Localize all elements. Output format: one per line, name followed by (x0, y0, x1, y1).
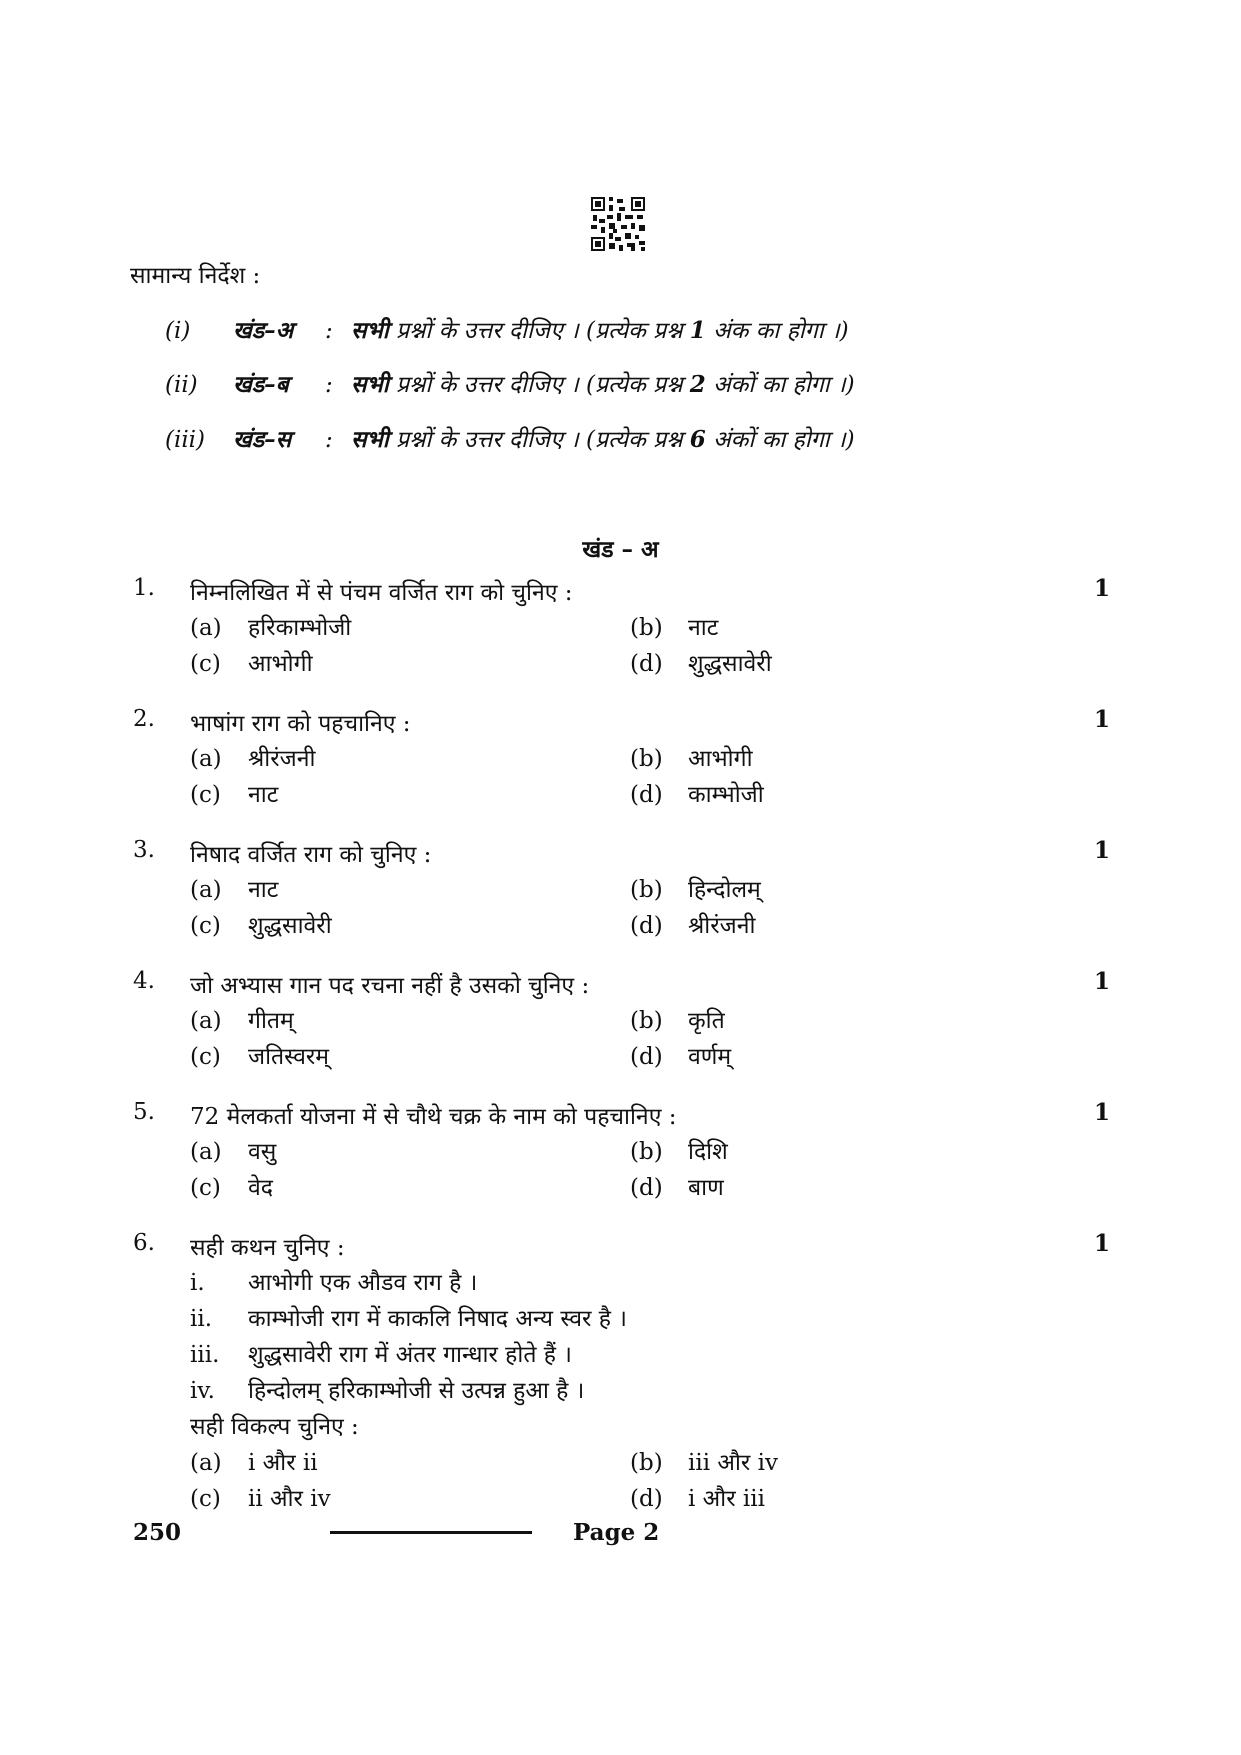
option-text: वसु (248, 1139, 277, 1165)
option-label: (b) (630, 1139, 663, 1165)
question-number: 3. (133, 837, 155, 863)
option-text: हिन्दोलम् (688, 877, 761, 903)
question-text: निषाद वर्जित राग को चुनिए : (190, 842, 432, 868)
option-label: (b) (630, 1450, 663, 1476)
option-text: बाण (688, 1175, 724, 1201)
instruction-lead: सभी (351, 371, 389, 398)
option-label: (d) (630, 1044, 663, 1070)
instruction-tail: अंक का होगा ।) (713, 318, 849, 344)
option-label: (b) (630, 615, 663, 641)
instruction-section: खंड–अ (233, 317, 294, 344)
qr-code (591, 197, 645, 251)
option-label: (a) (190, 877, 222, 903)
option-text: कृति (688, 1008, 725, 1034)
statement-label: iii. (190, 1342, 220, 1368)
question-text: भाषांग राग को पहचानिए : (190, 711, 411, 737)
option-text: iii और iv (688, 1450, 778, 1476)
option-label: (c) (190, 913, 221, 939)
option-text: शुद्धसावेरी (688, 651, 772, 677)
option-a (190, 1134, 276, 1166)
option-c (190, 646, 313, 678)
option-c (190, 777, 278, 809)
option-d (630, 777, 764, 809)
option-c (190, 1170, 273, 1202)
instruction-colon: : (325, 318, 333, 344)
question-number: 5. (133, 1099, 155, 1125)
option-label: (c) (190, 1175, 221, 1201)
question-number: 4. (133, 968, 155, 994)
instruction-marks: 2 (689, 371, 706, 398)
question-number: 2. (133, 706, 155, 732)
option-text: ii और iv (248, 1486, 331, 1512)
option-text: नाट (248, 782, 279, 808)
instruction-marks: 1 (689, 317, 706, 344)
option-c (190, 1039, 329, 1071)
question-text: निम्नलिखित में से पंचम वर्जित राग को चुनिए : (190, 580, 573, 606)
section-a-heading: खंड – अ (582, 536, 659, 563)
option-b (630, 1003, 725, 1035)
option-text: नाट (248, 877, 279, 903)
option-text: श्रीरंजनी (248, 746, 316, 772)
option-a (190, 741, 315, 773)
option-label: (b) (630, 1008, 663, 1034)
instruction-text: प्रश्नों के उत्तर दीजिए । (प्रत्येक प्रश्न (396, 372, 683, 398)
instruction-marks: 6 (689, 426, 706, 453)
paper-code: 250 (133, 1519, 182, 1546)
question-marks: 1 (1094, 706, 1111, 733)
question-marks: 1 (1094, 1230, 1111, 1257)
option-d (630, 1039, 731, 1071)
option-label: (d) (630, 913, 663, 939)
option-d (630, 646, 772, 678)
instruction-colon: : (325, 427, 333, 453)
option-text: नाट (688, 615, 719, 641)
option-a (190, 1445, 318, 1477)
option-d (630, 1481, 765, 1513)
statement-text: आभोगी एक औडव राग है । (248, 1270, 478, 1296)
option-text: जतिस्वरम् (248, 1044, 330, 1070)
instruction-number: (iii) (165, 427, 206, 453)
option-c (190, 908, 332, 940)
question-number: 6. (133, 1230, 155, 1256)
option-text: आभोगी (248, 651, 313, 677)
choose-correct-option-prompt: सही विकल्प चुनिए : (190, 1414, 359, 1440)
question-marks: 1 (1094, 968, 1111, 995)
option-a (190, 872, 278, 904)
instruction-number: (ii) (165, 372, 198, 398)
instruction-text: प्रश्नों के उत्तर दीजिए । (प्रत्येक प्रश्न (396, 427, 683, 453)
option-text: वर्णम् (688, 1044, 732, 1070)
option-label: (d) (630, 651, 663, 677)
option-b (630, 872, 761, 904)
statement-text: काम्भोजी राग में काकलि निषाद अन्य स्वर है । (248, 1306, 628, 1332)
option-text: आभोगी (688, 746, 753, 772)
instruction-row (165, 313, 849, 345)
question-marks: 1 (1094, 1099, 1111, 1126)
question-marks: 1 (1094, 575, 1111, 602)
option-text: i और ii (248, 1450, 318, 1476)
instruction-colon: : (325, 372, 333, 398)
option-d (630, 1170, 724, 1202)
question-text: सही कथन चुनिए : (190, 1235, 345, 1261)
question-number: 1. (133, 575, 155, 601)
footer-divider (330, 1531, 532, 1534)
option-b (630, 610, 718, 642)
statement (190, 1301, 627, 1333)
option-b (630, 1445, 778, 1477)
instruction-row (165, 422, 855, 454)
option-label: (a) (190, 746, 222, 772)
option-label: (c) (190, 1486, 221, 1512)
option-label: (d) (630, 782, 663, 808)
option-text: श्रीरंजनी (688, 913, 756, 939)
instruction-section: खंड–स (233, 426, 292, 453)
option-label: (c) (190, 782, 221, 808)
instruction-section: खंड–ब (233, 371, 289, 398)
statement (190, 1373, 584, 1405)
question-text: जो अभ्यास गान पद रचना नहीं है उसको चुनिए : (190, 973, 590, 999)
option-label: (b) (630, 746, 663, 772)
instruction-lead: सभी (351, 317, 389, 344)
option-label: (a) (190, 1008, 222, 1034)
option-a (190, 1003, 294, 1035)
statement-text: हिन्दोलम् हरिकाम्भोजी से उत्पन्न हुआ है । (248, 1378, 585, 1404)
instruction-row (165, 367, 855, 399)
option-text: i और iii (688, 1486, 765, 1512)
statement (190, 1265, 477, 1297)
option-b (630, 1134, 728, 1166)
statement (190, 1337, 572, 1369)
option-label: (a) (190, 1450, 222, 1476)
statement-label: iv. (190, 1378, 215, 1404)
option-c (190, 1481, 331, 1513)
option-text: हरिकाम्भोजी (248, 615, 352, 641)
statement-text: शुद्धसावेरी राग में अंतर गान्धार होते हैं । (248, 1342, 573, 1368)
option-label: (c) (190, 651, 221, 677)
page-number: Page 2 (573, 1519, 660, 1546)
instruction-tail: अंकों का होगा ।) (713, 372, 855, 398)
instruction-text: प्रश्नों के उत्तर दीजिए । (प्रत्येक प्रश्न (396, 318, 683, 344)
option-text: काम्भोजी (688, 782, 764, 808)
option-text: शुद्धसावेरी (248, 913, 332, 939)
option-label: (d) (630, 1175, 663, 1201)
option-text: वेद (248, 1175, 274, 1201)
question-text: 72 मेलकर्ता योजना में से चौथे चक्र के नाम को पहचानिए : (190, 1104, 677, 1130)
statement-label: i. (190, 1270, 205, 1296)
option-text: गीतम् (248, 1008, 294, 1034)
question-marks: 1 (1094, 837, 1111, 864)
general-instructions-title: सामान्य निर्देश : (130, 263, 261, 289)
instruction-tail: अंकों का होगा ।) (713, 427, 855, 453)
instruction-lead: सभी (351, 426, 389, 453)
statement-label: ii. (190, 1306, 213, 1332)
option-a (190, 610, 351, 642)
option-b (630, 741, 753, 773)
option-label: (c) (190, 1044, 221, 1070)
option-label: (a) (190, 615, 222, 641)
option-d (630, 908, 755, 940)
instruction-number: (i) (165, 318, 191, 344)
option-label: (b) (630, 877, 663, 903)
option-label: (a) (190, 1139, 222, 1165)
option-label: (d) (630, 1486, 663, 1512)
option-text: दिशि (688, 1139, 728, 1165)
